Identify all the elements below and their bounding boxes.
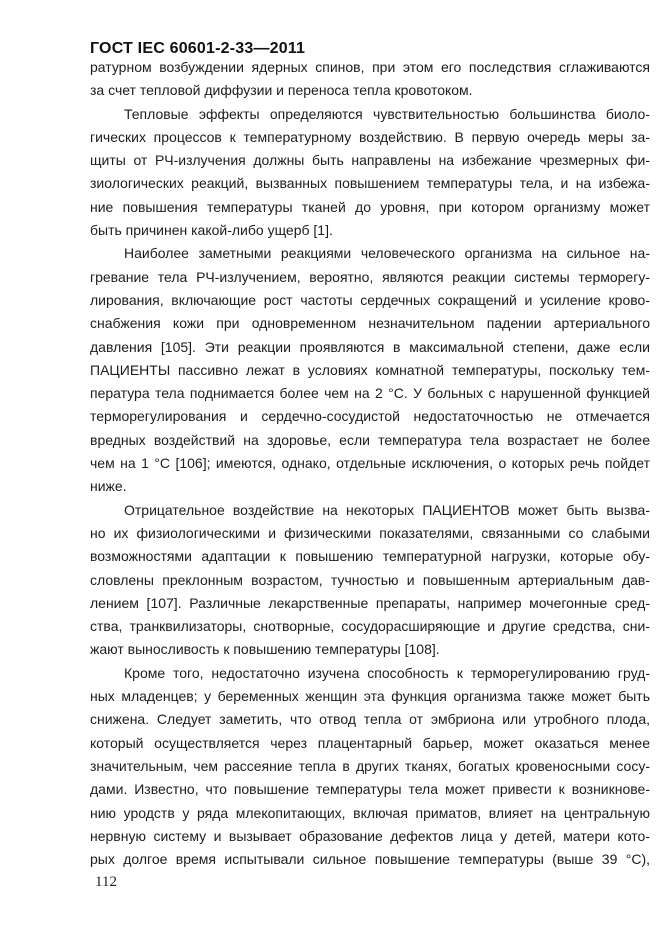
text-line: быть причинен какой-либо ущерб [1]. bbox=[90, 222, 333, 239]
text-line: снижена. Следует заметить, что отвод тепла от эмбриона или утробного плода, bbox=[90, 711, 650, 728]
text-line: Отрицательное воздействие на некоторых ПАЦИЕНТОВ может быть вызва- bbox=[124, 501, 650, 518]
text-line: возможностями адаптации к повышению температурной нагрузки, которые обу- bbox=[90, 548, 650, 565]
page-number: 112 bbox=[95, 874, 117, 890]
paragraph bbox=[90, 662, 650, 872]
text-line: терморегулирования и сердечно-сосудистой недостаточностью не отмечается bbox=[90, 408, 650, 425]
document-body bbox=[90, 56, 650, 871]
text-line: лением [107]. Различные лекарственные препараты, например мочегонные сред- bbox=[90, 594, 650, 611]
text-line: ПАЦИЕНТЫ пассивно лежат в условиях комнатной температуры, поскольку тем- bbox=[90, 361, 650, 378]
text-line: Кроме того, недостаточно изучена способность к терморегулированию груд- bbox=[124, 664, 650, 681]
text-line: нию уродств у ряда млекопитающих, включая приматов, влияет на центральную bbox=[90, 804, 650, 821]
text-line: который осуществляется через плацентарный барьер, может оказаться менее bbox=[90, 734, 650, 751]
text-line: щиты от РЧ-излучения должны быть направлены на избежание чрезмерных фи- bbox=[90, 152, 650, 169]
text-line: гревание тела РЧ-излучением, вероятно, являются реакции системы терморегу- bbox=[90, 268, 650, 285]
text-line: нервную систему и вызывает образование дефектов лица у детей, матери кото- bbox=[90, 827, 650, 844]
text-line: рых долгое время испытывали сильное повышение температуры (выше 39 °C), bbox=[90, 851, 650, 868]
text-line: ратурном возбуждении ядерных спинов, при этом его последствия сглаживаются bbox=[90, 59, 650, 75]
text-line: за счет тепловой диффузии и переноса тепла кровотоком. bbox=[90, 82, 473, 99]
text-line: ства, транквилизаторы, снотворные, сосудорасширяющие и другие средства, сни- bbox=[90, 618, 650, 635]
text-line: ние повышения температуры тканей до уровня, при котором организму может bbox=[90, 198, 650, 215]
text-line: Наиболее заметными реакциями человеческого организма на сильное на- bbox=[124, 245, 650, 262]
text-line: словлены преклонным возрастом, тучностью и повышенным артериальным дав- bbox=[90, 571, 650, 588]
text-line: давления [105]. Эти реакции проявляются в максимальной степени, даже если bbox=[90, 338, 650, 355]
text-line: ных младенцев; у беременных женщин эта функция организма также может быть bbox=[90, 688, 650, 705]
text-line: снабжения кожи при одновременном незначительном падении артериального bbox=[90, 315, 650, 332]
text-line: чем на 1 °C [106]; имеются, однако, отдельные исключения, о которых речь пойдет bbox=[90, 455, 650, 472]
text-line: дами. Известно, что повышение температуры тела может привести к возникнове- bbox=[90, 781, 650, 798]
paragraph bbox=[90, 499, 650, 662]
text-line: но их физиологическими и физическими показателями, связанными со слабыми bbox=[90, 524, 650, 541]
text-line: Тепловые эффекты определяются чувствительностью большинства биоло- bbox=[124, 105, 650, 122]
document-header: ГОСТ IEC 60601-2-33—2011 bbox=[90, 40, 306, 57]
paragraph bbox=[90, 242, 650, 498]
text-line: значительным, чем рассеяние тепла в других тканях, богатых кровеносными сосу- bbox=[90, 757, 650, 774]
text-line: зиологических реакций, вызванных повышением температуры тела, и на избежа- bbox=[90, 175, 650, 192]
paragraph bbox=[90, 56, 650, 103]
text-line: жают выносливость к повышению температуры [108]. bbox=[90, 641, 440, 658]
text-line: лирования, включающие рост частоты сердечных сокращений и усиление крово- bbox=[90, 291, 650, 308]
text-line: гических процессов к температурному воздействию. В первую очередь меры за- bbox=[90, 128, 650, 145]
text-line: вредных воздействий на здоровье, если температура тела возрастает не более bbox=[90, 431, 650, 448]
text-line: ниже. bbox=[90, 478, 127, 495]
paragraph bbox=[90, 103, 650, 243]
text-line: пература тела поднимается более чем на 2 °C. У больных с нарушенной функцией bbox=[90, 385, 650, 402]
